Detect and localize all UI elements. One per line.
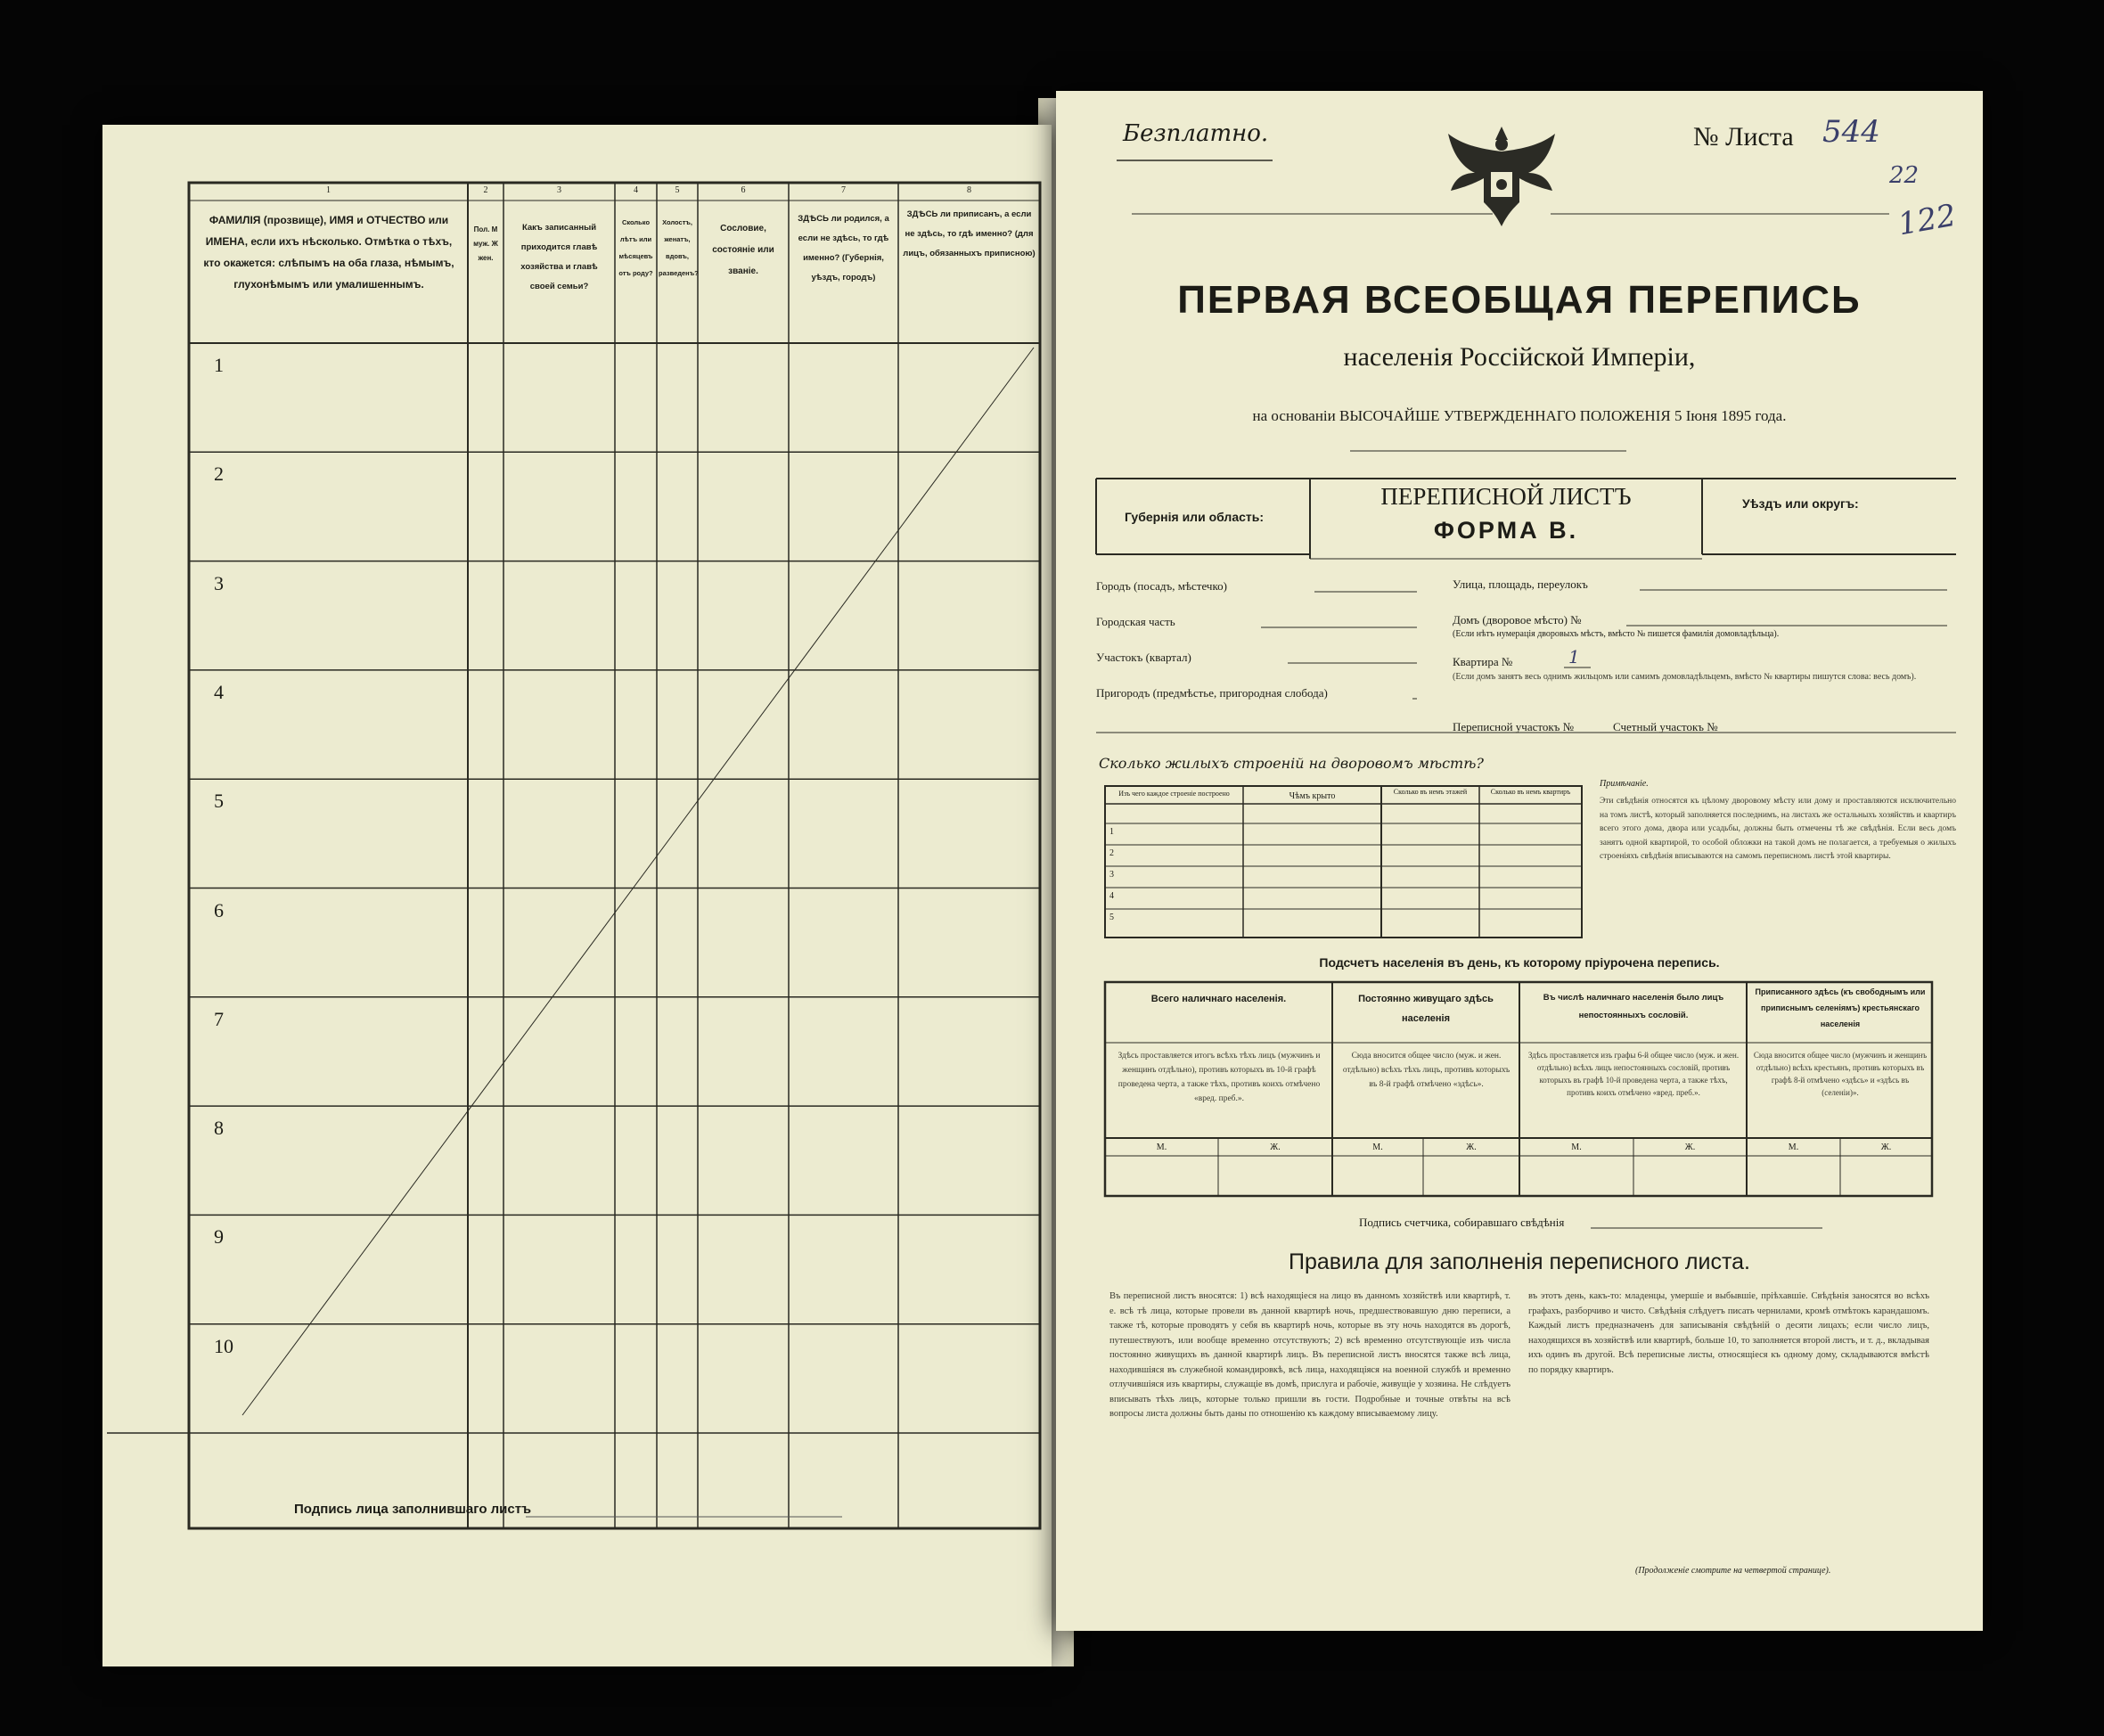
column-header-relation: Какъ записанный приходится главѣ хозяйства и главѣ своей семьи? xyxy=(520,223,598,291)
summary-header-transient: Въ числѣ наличнаго населенія было лицъ непостоянныхъ сословій. xyxy=(1543,993,1724,1020)
sex-female-label: Ж. xyxy=(1880,1142,1892,1152)
summary-header-peasants: Приписанного здѣсь (къ свободнымъ или приписнымъ селеніямъ) крестьянскаго населенія xyxy=(1755,987,1926,1028)
col-number-8: 8 xyxy=(967,185,971,195)
district-label: Уѣздъ или округъ: xyxy=(1742,496,1859,511)
buildings-row-number: 3 xyxy=(1109,870,1114,880)
buildings-header-material: Изъ чего каждое строеніе построено xyxy=(1118,790,1230,798)
column-header-birthplace: ЗДѢСЬ ли родился, а если не здѣсь, то гдѣ именно? (Губернія, уѣздъ, городъ) xyxy=(798,214,889,283)
row-number: 9 xyxy=(214,1225,224,1249)
sex-female-label: Ж. xyxy=(1270,1142,1281,1152)
summary-note-peasants: Сюда вносится общее число (мужчинъ и женщинъ отдѣльно) всѣхъ крестьянъ, противъ которыхъ въ графѣ 8-й отмѣчено «здѣсь» и «здѣсь въ (селеніи)». xyxy=(1753,1051,1928,1097)
rules-text-column-1: Въ переписной листъ вносятся: 1) всѣ находящіеся на лицо въ данномъ хозяйствѣ или квартирѣ, т. е. всѣ тѣ лица, которые провели въ данной квартирѣ ночь, предшествовавшую дню переписи, а также тѣ, которые проводятъ у себя въ квартирѣ ночь, которые въ эту ночь находятся въ дорогѣ, путешествуютъ, или вообще временно отсутствуютъ; 2) всѣ временно отсутствующіе изъ числа постоянно живущихъ въ данной квартирѣ лицъ. Въ переписной листъ вносятся также всѣ лица, находившіяся въ служебной командировкѣ, всѣ лица, находящіяся на военной службѣ и временно отлучившіяся изъ квартиры, служащіе въ домѣ, прислуга и рабочіе, живущіе у хозяина. Не слѣдуетъ вписывать тѣхъ лицъ, которые только пришли въ гости. Подробные и точные отвѣты на всѣ вопросы листа должны быть даны по отношенію къ каждому вписываемому лицу. xyxy=(1109,1291,1510,1419)
rules-text-column-2: въ этотъ день, какъ-то: младенцы, умершіе и выбывшіе, пріѣхавшіе. Свѣдѣнія заносятся во всѣхъ графахъ, разборчиво и чисто. Свѣдѣнія слѣдуетъ писать чернилами, кромѣ отмѣтокъ карандашомъ. Каждый листъ предназначенъ для записыванія свѣдѣній о десяти лицахъ; если число лицъ, находящихся въ хозяйствѣ или квартирѣ, больше 10, то заполняется второй листъ, и т. д., вкладывая ихъ одинъ въ другой. Всѣ переписные листы, относящіеся къ одному дому, складываются вмѣстѣ по порядку квартиръ. xyxy=(1528,1291,1929,1375)
sex-female-label: Ж. xyxy=(1684,1142,1696,1152)
flat-number-value: 1 xyxy=(1568,646,1580,667)
sex-male-label: М. xyxy=(1372,1142,1383,1152)
column-header-name: ФАМИЛІЯ (прозвище), ИМЯ и ОТЧЕСТВО или ИМЕНА, если ихъ нѣсколько. Отмѣтка о тѣхъ, кто окажется: слѣпымъ на оба глаза, нѣмымъ, глухонѣмымъ или умалишеннымъ. xyxy=(203,214,454,291)
form-title: ПЕРЕПИСНОЙ ЛИСТЪ xyxy=(1380,483,1632,510)
note-title: Примѣчаніе. xyxy=(1600,779,1649,789)
row-number: 2 xyxy=(214,463,224,486)
census-table-grid xyxy=(102,125,1052,1666)
city-field-label: Городъ (посадъ, мѣстечко) xyxy=(1096,579,1227,593)
flat-field-note: (Если домъ занятъ весь однимъ жильцомъ или самимъ домовладѣльцемъ, вмѣсто № квартиры пишутся слова: весь домъ). xyxy=(1453,672,1917,682)
counting-district-label: Счетный участокъ № xyxy=(1613,720,1718,733)
sex-male-label: М. xyxy=(1156,1142,1167,1152)
column-header-sex: Пол. М муж. Ж жен. xyxy=(473,225,498,262)
col-number-2: 2 xyxy=(483,185,488,195)
quarter-field-label: Участокъ (квартал) xyxy=(1096,651,1191,664)
col-number-6: 6 xyxy=(741,185,746,195)
buildings-header-roof: Чѣмъ крыто xyxy=(1289,791,1336,801)
flat-field-label: Квартира № xyxy=(1453,655,1513,668)
rules-title: Правила для заполненія переписного листа. xyxy=(1289,1249,1750,1274)
sex-female-label: Ж. xyxy=(1466,1142,1477,1152)
handwritten-mark: 22 xyxy=(1889,162,1920,189)
summary-title: Подсчетъ населенія въ день, къ которому пріурочена перепись. xyxy=(1319,955,1720,970)
row-number: 10 xyxy=(214,1334,233,1357)
note-text: Эти свѣдѣнія относятся къ цѣлому дворовому мѣсту или дому и проставляются исключительно на томъ листѣ, который заполняется последнимъ, на листахъ же остальныхъ хозяйствъ и квартиръ всего этого дома, двора или усадьбы, должны быть отмечены тѣ же свѣдѣнія. Если весь домъ занятъ одной квартирой, то особой обложки на такой домъ не полагается, а требуемыя о жилыхъ строеніяхъ свѣдѣнія вписываются на самомъ переписномъ листѣ этой квартиры. xyxy=(1600,797,1956,861)
left-page xyxy=(102,125,1052,1666)
handwritten-sheet-number: 544 xyxy=(1822,114,1880,150)
suburb-field-label: Пригородъ (предмѣстье, пригородная слобода) xyxy=(1096,686,1328,700)
house-field-label: Домъ (дворовое мѣсто) № xyxy=(1453,613,1582,626)
buildings-header-flats: Сколько въ немъ квартиръ xyxy=(1490,788,1571,796)
row-number: 6 xyxy=(214,898,224,921)
form-name: ФОРМА В. xyxy=(1433,517,1579,544)
row-number: 1 xyxy=(214,354,224,376)
buildings-row-number: 5 xyxy=(1109,913,1114,922)
col-number-5: 5 xyxy=(675,185,680,195)
row-number: 4 xyxy=(214,680,224,703)
col-number-1: 1 xyxy=(326,185,331,195)
column-header-marital: Холостъ, женатъ, вдовъ, разведенъ? xyxy=(659,218,699,277)
house-field-note: (Если нѣтъ нумерація дворовыхъ мѣстъ, вмѣсто № пишется фамилія домовладѣльца). xyxy=(1453,629,1780,639)
row-number: 8 xyxy=(214,1117,224,1140)
legal-basis: на основаніи ВЫСОЧАЙШЕ УТВЕРЖДЕННАГО ПОЛОЖЕНІЯ 5 Іюня 1895 года. xyxy=(1252,407,1787,424)
census-title: ПЕРВАЯ ВСЕОБЩАЯ ПЕРЕПИСЬ xyxy=(1177,278,1862,322)
street-field-label: Улица, площадь, переулокъ xyxy=(1453,577,1588,591)
buildings-header-floors: Сколько въ немъ этажей xyxy=(1393,788,1468,796)
province-label: Губернія или область: xyxy=(1125,510,1265,524)
counter-signature-label: Подпись счетчика, собиравшаго свѣдѣнія xyxy=(1359,1216,1565,1229)
summary-note-permanent: Сюда вносится общее число (муж. и жен. отдѣльно) всѣхъ тѣхъ лицъ, противъ которыхъ въ 8-й графѣ отмѣчено «здѣсь». xyxy=(1342,1052,1510,1089)
col-number-3: 3 xyxy=(557,185,561,195)
buildings-row-number: 1 xyxy=(1109,827,1114,837)
row-number: 7 xyxy=(214,1007,224,1030)
census-subtitle: населенія Россійской Имперіи, xyxy=(1343,342,1696,372)
col-number-7: 7 xyxy=(841,185,846,195)
row-number: 5 xyxy=(214,790,224,813)
coat-of-arms-icon xyxy=(1435,118,1568,233)
right-page xyxy=(1056,91,1983,1631)
free-label: Безплатно. xyxy=(1123,120,1269,147)
sex-male-label: М. xyxy=(1571,1142,1582,1152)
summary-note-present: Здѣсь проставляется итогъ всѣхъ тѣхъ лицъ (мужчинъ и женщинъ отдѣльно), противъ которыхъ въ 10-й графѣ проведена черта, а также тѣхъ, противъ коихъ отмѣчено «вред. преб.». xyxy=(1117,1052,1321,1103)
continuation-note: (Продолженіе смотрите на четвертой странице). xyxy=(1635,1566,1831,1576)
col-number-4: 4 xyxy=(634,185,638,195)
summary-header-permanent: Постоянно живущаго здѣсь населенія xyxy=(1358,994,1494,1024)
column-header-registration: ЗДѢСЬ ли приписанъ, а если не здѣсь, то гдѣ именно? (для лицъ, обязанныхъ приписною) xyxy=(903,209,1036,258)
row-number: 3 xyxy=(214,571,224,594)
buildings-row-number: 2 xyxy=(1109,848,1114,858)
sex-male-label: М. xyxy=(1788,1142,1799,1152)
column-header-age: Сколько лѣтъ или мѣсяцевъ отъ роду? xyxy=(618,218,653,277)
buildings-question: Сколько жилыхъ строеній на дворовомъ мѣстѣ? xyxy=(1099,755,1484,772)
census-district-label: Переписной участокъ № xyxy=(1453,720,1575,733)
handwritten-page-number: 122 xyxy=(1895,197,1959,243)
column-header-estate: Сословие, состояніе или званіе. xyxy=(712,224,774,276)
sheet-number-label: № Листа xyxy=(1693,122,1794,151)
signature-label: Подпись лица заполнившаго листъ xyxy=(294,1502,532,1517)
buildings-row-number: 4 xyxy=(1109,891,1114,901)
city-part-field-label: Городская часть xyxy=(1096,615,1175,628)
summary-note-transient: Здѣсь проставляется изъ графы 6-й общее число (муж. и жен. отдѣльно) всѣхъ лицъ непостоянныхъ сословій, противъ которыхъ въ графѣ 10-й проведена черта, а также тѣхъ, противъ коихъ отмѣчено «вред. преб.». xyxy=(1527,1051,1740,1097)
summary-header-present: Всего наличнаго населенія. xyxy=(1150,994,1287,1004)
